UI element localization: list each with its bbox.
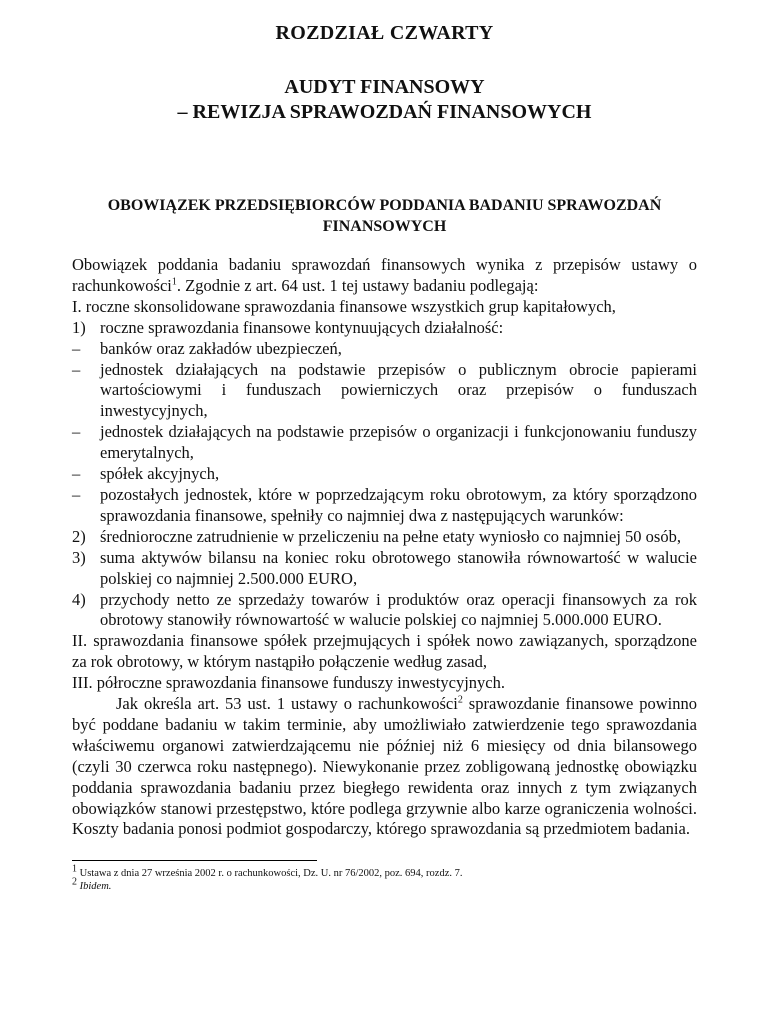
chapter-title-line2: – REWIZJA SPRAWOZDAŃ FINANSOWYCH xyxy=(177,101,592,123)
footnote-1 xyxy=(72,863,697,880)
list-item-text: suma aktywów bilansu na koniec roku obrotowego stanowiła równowartość w walucie polskiej co najmniej 2.500.000 EURO, xyxy=(100,547,697,588)
list-marker: 1) xyxy=(72,317,86,337)
closing-paragraph xyxy=(72,694,697,840)
dash-marker: – xyxy=(72,338,81,358)
list-item-text: przychody netto ze sprzedaży towarów i produktów oraz operacji finansowych za rok obrotowy stanowiły równowartość w walucie polskiej co najmniej 5.000.000 EURO. xyxy=(100,589,697,630)
dash-marker: – xyxy=(72,359,81,379)
chapter-title-line1: AUDYT FINANSOWY xyxy=(284,76,485,98)
list-marker: 2) xyxy=(72,526,86,546)
list-item-1 xyxy=(72,318,697,339)
dash-item xyxy=(72,360,697,423)
dash-item-text: banków oraz zakładów ubezpieczeń, xyxy=(100,338,342,358)
dash-item-text: pozostałych jednostek, które w poprzedzającym roku obrotowym, za który sporządzono sprawozdania finansowe, spełniły co najmniej dwa z następujących warunków: xyxy=(100,484,697,525)
list-item-III: III. półroczne sprawozdania finansowe funduszy inwestycyjnych. xyxy=(72,673,505,693)
list-item-II: II. sprawozdania finansowe spółek przejmujących i spółek nowo zawiązanych, sporządzone za rok obrotowy, w którym nastąpiło połączenie według zasad, xyxy=(72,631,697,672)
body-text xyxy=(72,255,697,840)
dash-item-text: jednostek działających na podstawie przepisów o publicznym obrocie papierami wartościowymi i funduszach powierniczych oraz przepisów o funduszach inwestycyjnych, xyxy=(100,359,697,421)
list-item-text: roczne sprawozdania finansowe kontynuujących działalność: xyxy=(100,317,504,337)
footnote-ref-1: 1 xyxy=(171,276,177,288)
chapter-heading: ROZDZIAŁ CZWARTY xyxy=(275,22,494,44)
list-marker: 4) xyxy=(72,589,86,609)
footnote-mark-1: 1 xyxy=(72,863,77,875)
list-marker: 3) xyxy=(72,547,86,567)
document-page xyxy=(72,22,697,893)
footnote-text-2: Ibidem. xyxy=(77,881,112,893)
list-item-I: I. roczne skonsolidowane sprawozdania finansowe wszystkich grup kapitałowych, xyxy=(72,296,616,316)
list-item-4 xyxy=(72,590,697,632)
intro-text-b: . Zgodnie z art. 64 ust. 1 tej ustawy badaniu podlegają: xyxy=(176,275,539,295)
intro-text-a: Obowiązek poddania badaniu sprawozdań finansowych wynika z przepisów ustawy o rachunkowości xyxy=(72,255,697,295)
dash-item xyxy=(72,464,697,485)
footnote-2 xyxy=(72,876,697,893)
dash-marker: – xyxy=(72,422,81,442)
dash-item xyxy=(72,422,697,464)
dash-item-text: spółek akcyjnych, xyxy=(100,464,220,484)
list-item-2 xyxy=(72,527,697,548)
dash-marker: – xyxy=(72,464,81,484)
dash-marker: – xyxy=(72,484,81,504)
section-heading: OBOWIĄZEK PRZEDSIĘBIORCÓW PODDANIA BADANIU SPRAWOZDAŃ FINANSOWYCH xyxy=(107,197,662,235)
footnote-text-1: Ustawa z dnia 27 września 2002 r. o rachunkowości, Dz. U. nr 76/2002, poz. 694, rozdz. 7. xyxy=(77,868,463,880)
dash-item-text: jednostek działających na podstawie przepisów o organizacji i funkcjonowaniu funduszy emerytalnych, xyxy=(100,422,697,463)
footnote-mark-2: 2 xyxy=(72,876,77,888)
closing-text-a: Jak określa art. 53 ust. 1 ustawy o rachunkowości xyxy=(116,694,458,714)
dash-item xyxy=(72,339,697,360)
closing-text-b: sprawozdanie finansowe powinno być poddane badaniu w takim terminie, aby umożliwiało zatwierdzenie tego sprawozdania właściwemu organowi zatwierdzającemu nie później niż 6 miesięcy od dnia bilansowego (czyli 30 czerwca roku następnego). Niewykonanie przez zobligowaną jednostkę obowiązku poddania sprawozdania badaniu przez biegłego rewidenta oraz innych z tym związanych obowiązków stanowi przestępstwo, które podlega grzywnie albo karze ograniczenia wolności. Koszty badania ponosi podmiot gospodarczy, którego sprawozdania są przedmiotem badania. xyxy=(72,694,697,839)
intro-paragraph xyxy=(72,255,697,297)
dash-item xyxy=(72,485,697,527)
list-item-3 xyxy=(72,548,697,590)
footnote-ref-2: 2 xyxy=(457,694,463,706)
list-item-text: średnioroczne zatrudnienie w przeliczeniu na pełne etaty wyniosło co najmniej 50 osób, xyxy=(100,526,681,546)
footnote-divider xyxy=(72,860,317,861)
